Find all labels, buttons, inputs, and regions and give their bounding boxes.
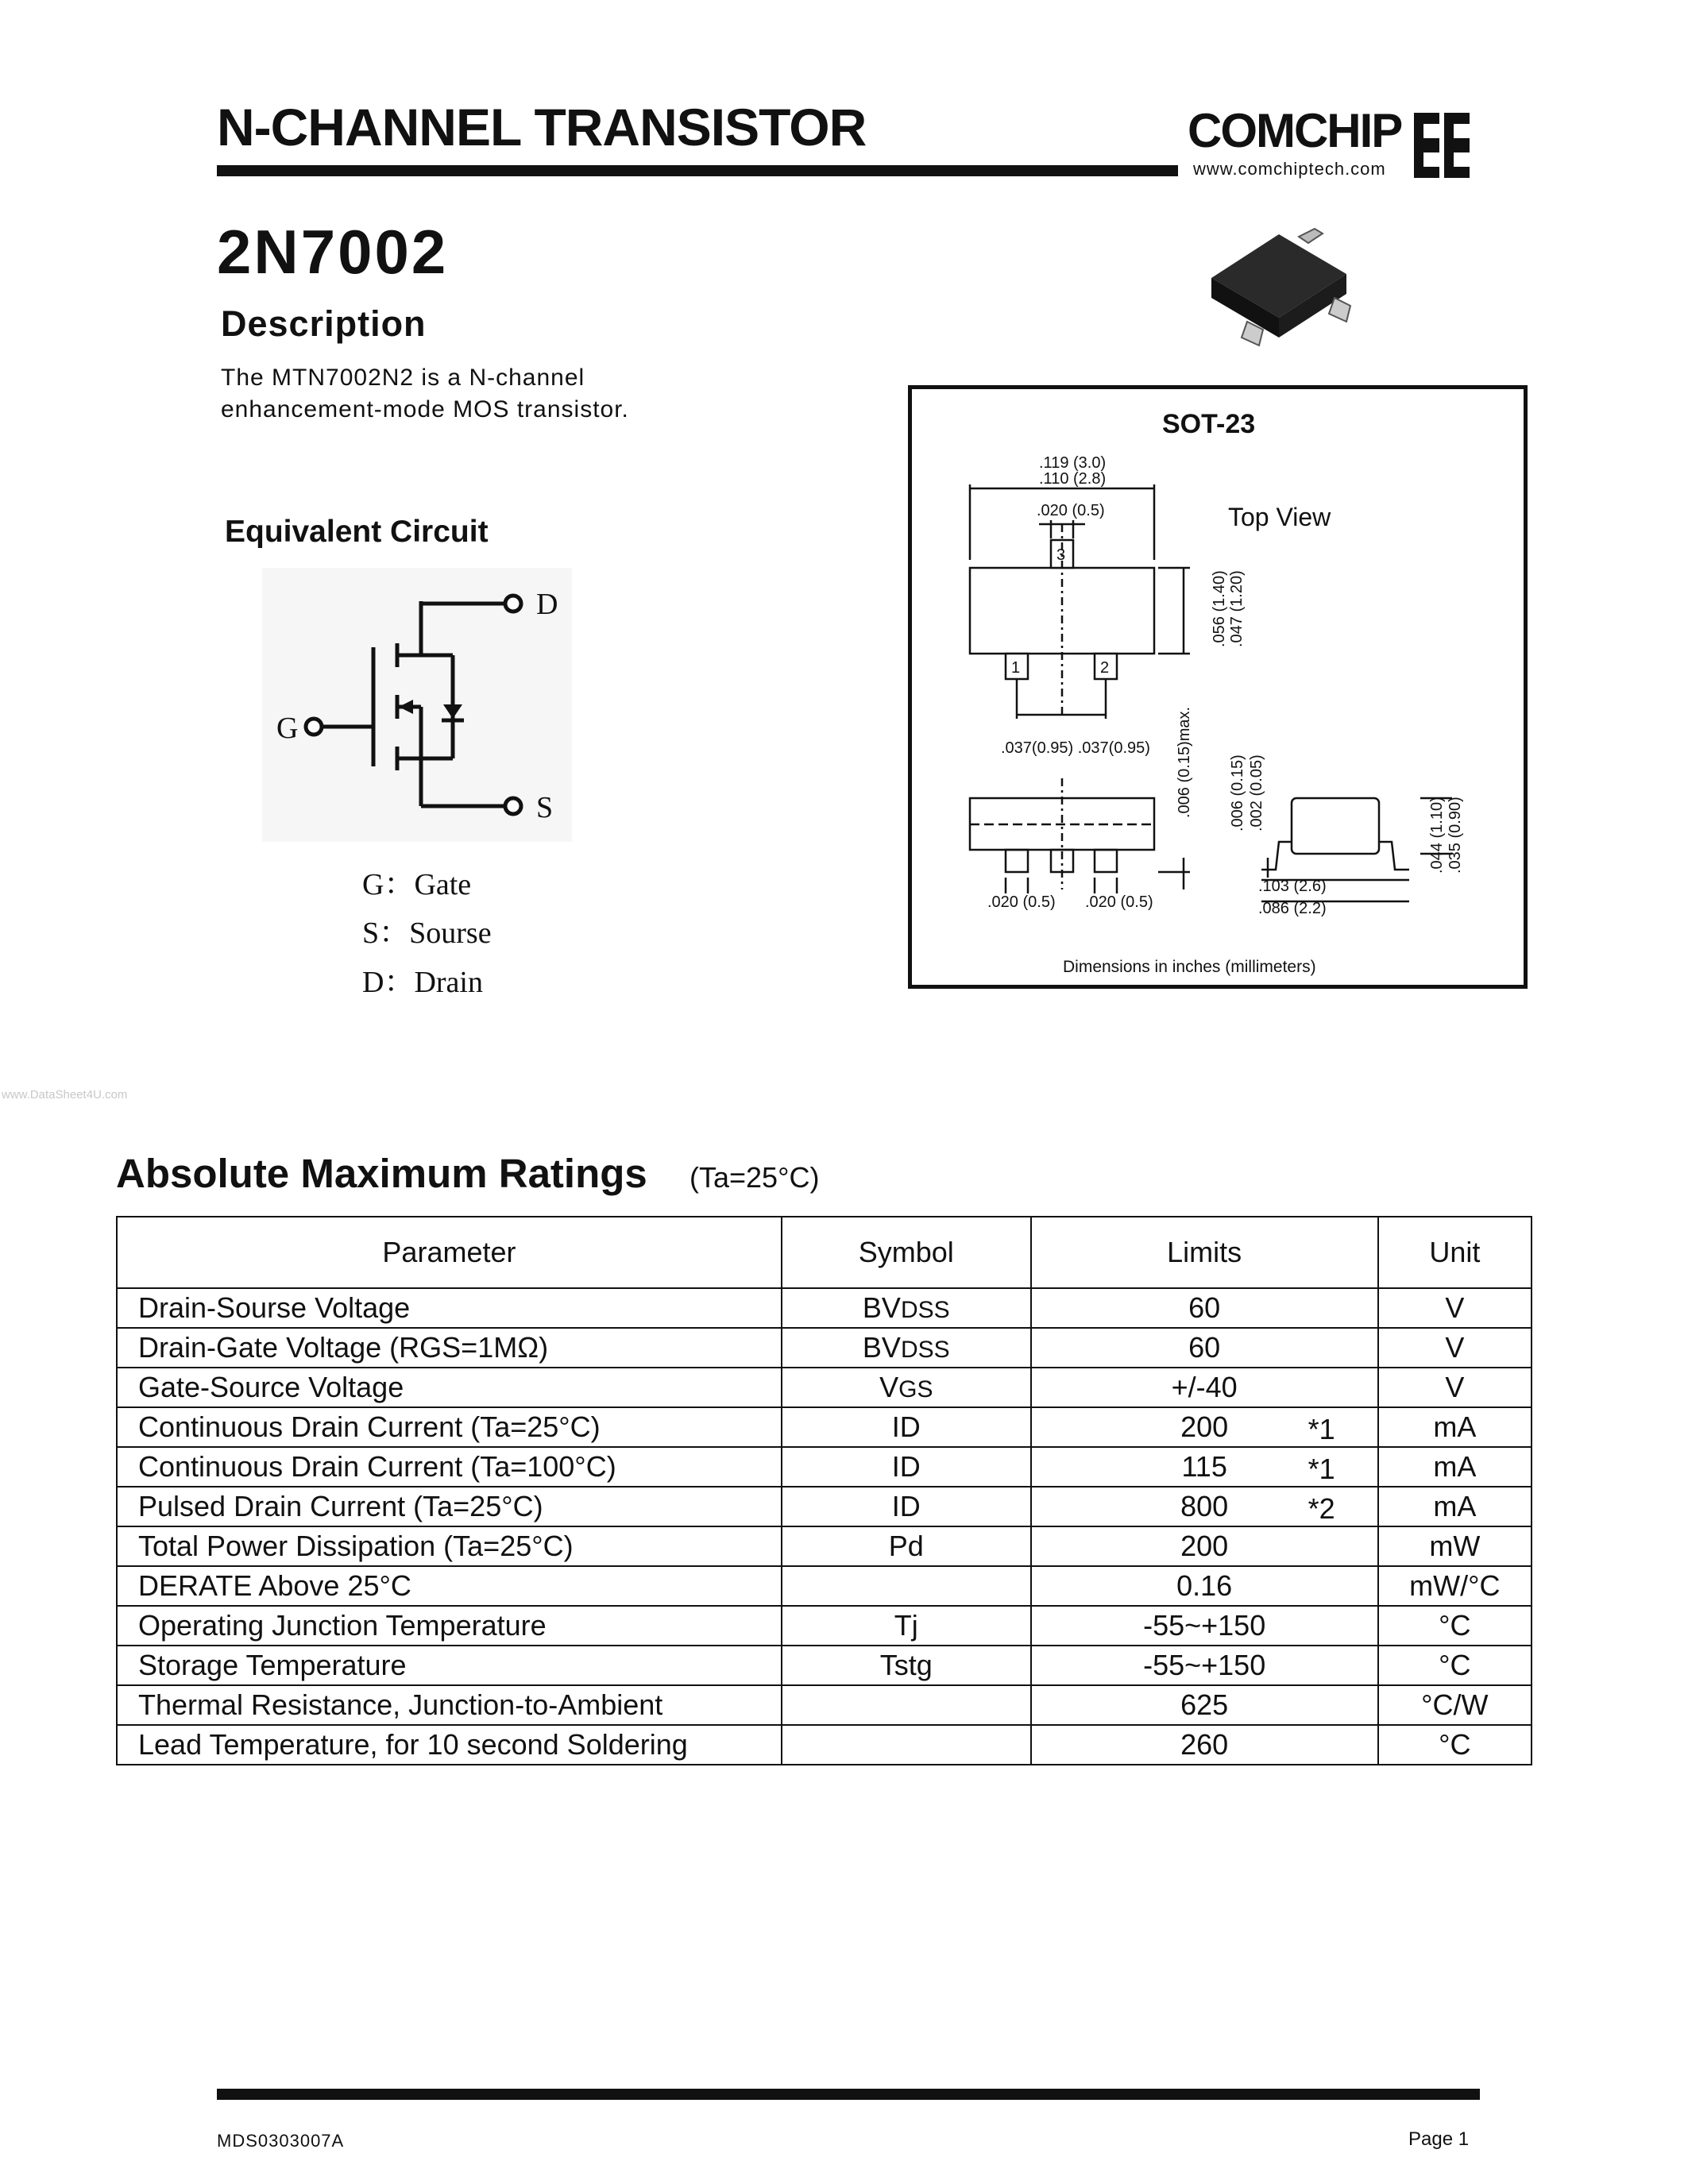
cell-limit — [1031, 1725, 1378, 1765]
symbol-main: ID — [891, 1450, 921, 1483]
cell-symbol — [782, 1407, 1031, 1447]
pin-2-label: 2 — [1100, 659, 1110, 677]
legend-gate: G：Gate — [362, 868, 472, 901]
header-limits: Limits — [1031, 1217, 1378, 1288]
dim-lead-width-1: .020 (0.5) — [987, 893, 1056, 911]
cell-limit — [1031, 1566, 1378, 1606]
cell-symbol — [782, 1328, 1031, 1368]
cell-parameter: Continuous Drain Current (Ta=100°C) — [117, 1447, 782, 1487]
cell-symbol — [782, 1646, 1031, 1685]
dim-pitch: .037(0.95) .037(0.95) — [1001, 739, 1150, 757]
footer-rule — [217, 2089, 1480, 2100]
table-row — [117, 1407, 1532, 1447]
header-parameter: Parameter — [117, 1217, 782, 1288]
symbol-main: Pd — [888, 1530, 924, 1562]
cell-symbol — [782, 1447, 1031, 1487]
cell-unit: °C — [1378, 1646, 1532, 1685]
cell-unit: V — [1378, 1368, 1532, 1407]
cell-unit: mA — [1378, 1407, 1532, 1447]
table-header-row — [117, 1217, 1532, 1288]
dimension-note: Dimensions in inches (millimeters) — [1063, 958, 1316, 976]
cell-limit — [1031, 1685, 1378, 1725]
sot23-package-photo — [1203, 222, 1378, 357]
cell-unit: °C/W — [1378, 1685, 1532, 1725]
cell-parameter: Total Power Dissipation (Ta=25°C) — [117, 1526, 782, 1566]
header-rule — [217, 165, 1178, 176]
cell-unit: mA — [1378, 1487, 1532, 1526]
table-row — [117, 1526, 1532, 1566]
cell-symbol — [782, 1526, 1031, 1566]
symbol-sub: DSS — [900, 1297, 950, 1323]
cell-limit — [1031, 1447, 1378, 1487]
cell-symbol — [782, 1487, 1031, 1526]
watermark: www.DataSheet4U.com — [2, 1088, 128, 1102]
terminal-s-label: S — [536, 791, 554, 824]
limit-value: -55~+150 — [1143, 1609, 1266, 1642]
cell-limit — [1031, 1487, 1378, 1526]
limit-note: *2 — [1308, 1492, 1335, 1525]
top-view-label: Top View — [1228, 503, 1331, 531]
cell-parameter: DERATE Above 25°C — [117, 1566, 782, 1606]
pin-3-label: 3 — [1056, 546, 1066, 564]
limit-value: -55~+150 — [1143, 1649, 1266, 1681]
cell-parameter: Pulsed Drain Current (Ta=25°C) — [117, 1487, 782, 1526]
limit-value: 0.16 — [1176, 1569, 1233, 1602]
brand-name: COMCHIP — [1188, 104, 1402, 157]
cell-parameter: Gate-Source Voltage — [117, 1368, 782, 1407]
cell-unit: V — [1378, 1328, 1532, 1368]
pin-1-label: 1 — [1011, 659, 1021, 677]
part-number: 2N7002 — [217, 217, 449, 287]
cell-symbol — [782, 1566, 1031, 1606]
dim-height-max: .056 (1.40) — [1211, 570, 1228, 647]
cell-limit — [1031, 1646, 1378, 1685]
limit-value: 625 — [1180, 1688, 1229, 1721]
cell-unit: mA — [1378, 1447, 1532, 1487]
dim-standoff-min: .002 (0.05) — [1248, 754, 1265, 832]
cell-parameter: Lead Temperature, for 10 second Soldering — [117, 1725, 782, 1765]
dim-body-height-max: .044 (1.10) — [1428, 797, 1446, 874]
table-row — [117, 1606, 1532, 1646]
limit-value: 115 — [1181, 1450, 1227, 1483]
limit-value: 60 — [1188, 1291, 1221, 1324]
dim-standoff-max: .006 (0.15) — [1229, 754, 1246, 832]
cell-limit — [1031, 1407, 1378, 1447]
cell-limit — [1031, 1328, 1378, 1368]
cell-parameter: Operating Junction Temperature — [117, 1606, 782, 1646]
legend-source: S：Sourse — [362, 916, 492, 950]
terminal-d-label: D — [536, 588, 558, 621]
cell-parameter: Continuous Drain Current (Ta=25°C) — [117, 1407, 782, 1447]
table-row — [117, 1685, 1532, 1725]
cell-unit: V — [1378, 1288, 1532, 1328]
table-row — [117, 1646, 1532, 1685]
table-row — [117, 1566, 1532, 1606]
table-row — [117, 1447, 1532, 1487]
dim-width-max: .119 (3.0) — [1039, 454, 1107, 472]
table-row — [117, 1725, 1532, 1765]
description-heading: Description — [221, 303, 427, 344]
cell-limit — [1031, 1288, 1378, 1328]
cell-unit: °C — [1378, 1606, 1532, 1646]
cell-limit — [1031, 1526, 1378, 1566]
ratings-heading: Absolute Maximum Ratings — [116, 1151, 647, 1196]
terminal-g-label: G — [276, 712, 299, 745]
cell-unit: mW — [1378, 1526, 1532, 1566]
dim-span-min: .086 (2.2) — [1258, 900, 1327, 917]
limit-note: *1 — [1308, 1453, 1335, 1485]
dim-pin3-width: .020 (0.5) — [1037, 502, 1105, 519]
package-name: SOT-23 — [1162, 409, 1256, 439]
dim-width-min: .110 (2.8) — [1039, 470, 1107, 488]
limit-value: 800 — [1180, 1490, 1229, 1522]
comchip-logo-icon — [1414, 113, 1477, 178]
table-row — [117, 1328, 1532, 1368]
limit-note: *1 — [1308, 1413, 1335, 1445]
symbol-main: Tj — [894, 1609, 918, 1642]
page-number: Page 1 — [1408, 2128, 1470, 2150]
symbol-sub: GS — [898, 1376, 933, 1403]
cell-limit — [1031, 1606, 1378, 1646]
header-unit: Unit — [1378, 1217, 1532, 1288]
symbol-main: BV — [862, 1291, 901, 1324]
cell-parameter: Drain-Sourse Voltage — [117, 1288, 782, 1328]
symbol-sub: DSS — [900, 1337, 950, 1363]
description-text — [221, 362, 629, 426]
limit-value: +/-40 — [1171, 1371, 1238, 1403]
description-line: The MTN7002N2 is a N-channel — [221, 365, 585, 391]
symbol-main: V — [879, 1371, 899, 1403]
description-line: enhancement-mode MOS transistor. — [221, 396, 629, 423]
limit-value: 200 — [1180, 1530, 1229, 1562]
dim-span-max: .103 (2.6) — [1258, 878, 1327, 895]
limit-value: 60 — [1188, 1331, 1221, 1364]
cell-symbol — [782, 1288, 1031, 1328]
symbol-main: BV — [862, 1331, 901, 1364]
dim-body-height-min: .035 (0.90) — [1447, 797, 1464, 874]
cell-unit: °C — [1378, 1725, 1532, 1765]
cell-symbol — [782, 1606, 1031, 1646]
limit-value: 200 — [1180, 1410, 1229, 1443]
symbol-main: Tstg — [879, 1649, 933, 1681]
cell-parameter: Storage Temperature — [117, 1646, 782, 1685]
package-dimension-drawing — [912, 445, 1524, 985]
document-title: N-CHANNEL TRANSISTOR — [217, 98, 867, 156]
header-symbol: Symbol — [782, 1217, 1031, 1288]
document-id: MDS0303007A — [217, 2131, 345, 2151]
dim-lead-width-2: .020 (0.5) — [1085, 893, 1153, 911]
table-row — [117, 1487, 1532, 1526]
ratings-table — [116, 1216, 1532, 1765]
dim-lead-thickness: .006 (0.15)max. — [1176, 706, 1193, 818]
cell-limit — [1031, 1368, 1378, 1407]
cell-symbol — [782, 1685, 1031, 1725]
symbol-main: ID — [891, 1410, 921, 1443]
limit-value: 260 — [1180, 1728, 1229, 1761]
dim-height-min: .047 (1.20) — [1228, 570, 1246, 647]
cell-symbol — [782, 1725, 1031, 1765]
cell-symbol — [782, 1368, 1031, 1407]
mosfet-schematic — [262, 568, 580, 854]
cell-parameter: Drain-Gate Voltage (RGS=1MΩ) — [117, 1328, 782, 1368]
brand-url: www.comchiptech.com — [1193, 159, 1386, 179]
table-row — [117, 1288, 1532, 1328]
symbol-main: ID — [891, 1490, 921, 1522]
legend-drain: D：Drain — [362, 966, 483, 999]
table-row — [117, 1368, 1532, 1407]
cell-parameter: Thermal Resistance, Junction-to-Ambient — [117, 1685, 782, 1725]
cell-unit: mW/°C — [1378, 1566, 1532, 1606]
equivalent-circuit-heading: Equivalent Circuit — [225, 515, 489, 549]
ratings-condition: (Ta=25°C) — [689, 1161, 820, 1194]
